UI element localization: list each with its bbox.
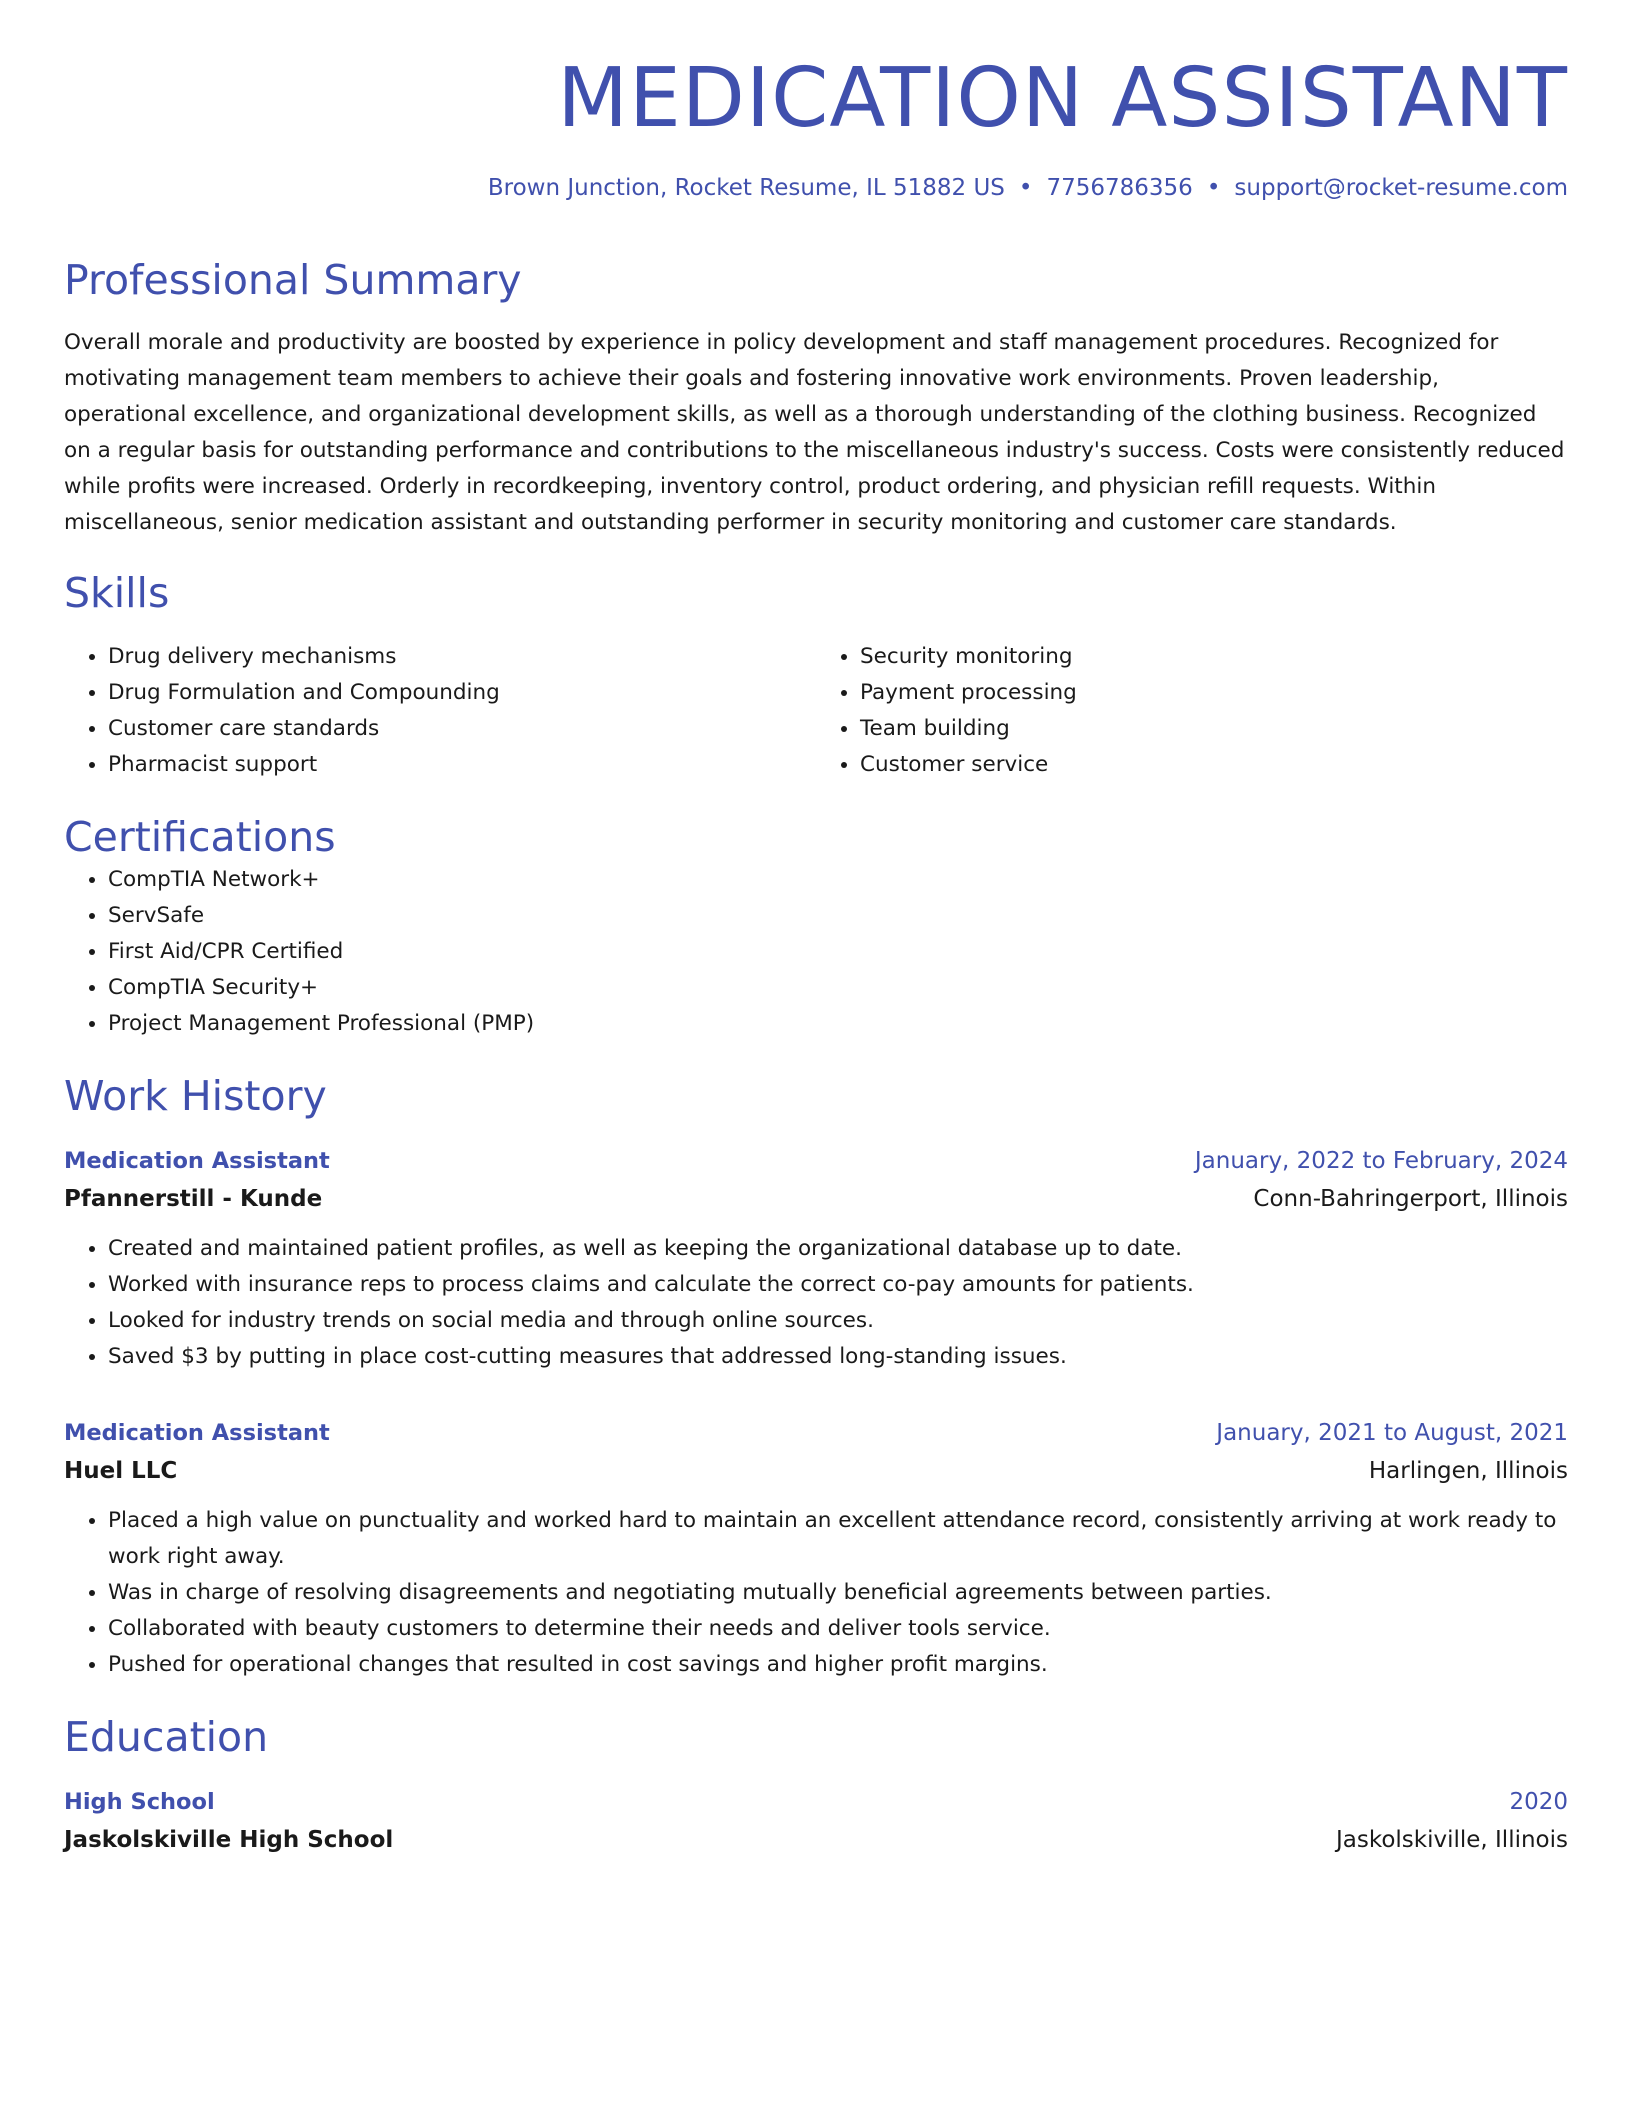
job-company-row (64, 1451, 1568, 1491)
job-bullet: • Placed a high value on punctuality and worked hard to maintain an excellent attendance record, consistently arriving at work ready to work right away. (108, 1503, 1568, 1575)
summary-section (64, 256, 1568, 541)
job-bullet: • Saved $3 by putting in place cost-cutting measures that addressed long-standing issues. (108, 1339, 1568, 1375)
skill-item: • Team building (860, 711, 1568, 747)
certifications-section (64, 813, 1568, 1042)
job-bullets (64, 1503, 1568, 1683)
skill-item: • Drug delivery mechanisms (108, 639, 816, 675)
contact-separator: • (1206, 175, 1221, 202)
education-year: 2020 (1509, 1789, 1568, 1816)
education-location: Jaskolskiville, Illinois (1335, 1827, 1568, 1854)
job-entry (64, 1143, 1568, 1375)
job-location: Conn-Bahringerport, Illinois (1253, 1185, 1568, 1212)
job-bullet: • Collaborated with beauty customers to determine their needs and deliver tools service. (108, 1611, 1568, 1647)
skill-item: • Customer service (860, 747, 1568, 783)
education-section (64, 1713, 1568, 1860)
certifications-heading: Certifications (64, 812, 336, 861)
job-bullet: • Worked with insurance reps to process claims and calculate the correct co-pay amounts for patients. (108, 1267, 1568, 1303)
contact-address: Brown Junction, Rocket Resume, IL 51882 US (487, 175, 1005, 202)
education-school: Jaskolskiville High School (64, 1827, 394, 1854)
certification-item: • Project Management Professional (PMP) (108, 1006, 1568, 1042)
job-bullet: • Looked for industry trends on social media and through online sources. (108, 1303, 1568, 1339)
job-role: Medication Assistant (64, 1147, 330, 1174)
job-entry (64, 1415, 1568, 1683)
job-company-row (64, 1179, 1568, 1219)
skill-item: • Customer care standards (108, 711, 816, 747)
job-bullets (64, 1231, 1568, 1375)
job-dates: January, 2022 to February, 2024 (1194, 1147, 1568, 1174)
job-title-row (64, 1143, 1568, 1179)
job-role: Medication Assistant (64, 1419, 330, 1446)
skill-item: • Payment processing (860, 675, 1568, 711)
summary-heading: Professional Summary (64, 256, 522, 305)
certification-item: • CompTIA Security+ (108, 970, 1568, 1006)
certification-item: • CompTIA Network+ (108, 862, 1568, 898)
education-degree-row (64, 1784, 1568, 1820)
skills-heading: Skills (64, 569, 170, 618)
resume-title: MEDICATION ASSISTANT (557, 51, 1568, 146)
skills-grid (64, 639, 1568, 783)
certification-item: • ServSafe (108, 898, 1568, 934)
certification-item: • First Aid/CPR Certified (108, 934, 1568, 970)
contact-email: support@rocket-resume.com (1234, 175, 1568, 202)
job-dates: January, 2021 to August, 2021 (1216, 1419, 1568, 1446)
contact-line (64, 174, 1568, 204)
education-entry (64, 1784, 1568, 1860)
education-heading: Education (64, 1712, 269, 1761)
certifications-list (64, 862, 1568, 1042)
work-history-heading: Work History (64, 1071, 327, 1120)
resume-page (64, 52, 1568, 1860)
skills-list-right (816, 639, 1568, 783)
contact-phone: 7756786356 (1046, 175, 1193, 202)
job-location: Harlingen, Illinois (1368, 1457, 1568, 1484)
job-bullet: • Pushed for operational changes that resulted in cost savings and higher profit margins. (108, 1647, 1568, 1683)
skill-item: • Security monitoring (860, 639, 1568, 675)
work-history-section (64, 1072, 1568, 1683)
contact-separator: • (1018, 175, 1033, 202)
summary-text: Overall morale and productivity are boosted by experience in policy development and staff management procedures. Recognized for motivating management team members to achieve their goals and fostering innovative work environments. Proven leadership, operational excellence, and organizational development skills, as well as a thorough understanding of the clothing business. Recognized on a regular basis for outstanding performance and contributions to the miscellaneous industry's success. Costs were consistently reduced while profits were increased. Orderly in recordkeeping, inventory control, product ordering, and physician refill requests. Within miscellaneous, senior medication assistant and outstanding performer in security monitoring and customer care standards. (64, 330, 1565, 536)
job-title-row (64, 1415, 1568, 1451)
job-company: Pfannerstill - Kunde (64, 1185, 323, 1212)
skill-item: • Drug Formulation and Compounding (108, 675, 816, 711)
education-degree: High School (64, 1789, 215, 1816)
skills-list-left (64, 639, 816, 783)
education-school-row (64, 1820, 1568, 1860)
job-company: Huel LLC (64, 1457, 178, 1484)
skill-item: • Pharmacist support (108, 747, 816, 783)
job-bullet: • Was in charge of resolving disagreements and negotiating mutually beneficial agreements between parties. (108, 1575, 1568, 1611)
job-bullet: • Created and maintained patient profiles, as well as keeping the organizational database up to date. (108, 1231, 1568, 1267)
resume-header (64, 52, 1568, 204)
skills-section (64, 569, 1568, 782)
